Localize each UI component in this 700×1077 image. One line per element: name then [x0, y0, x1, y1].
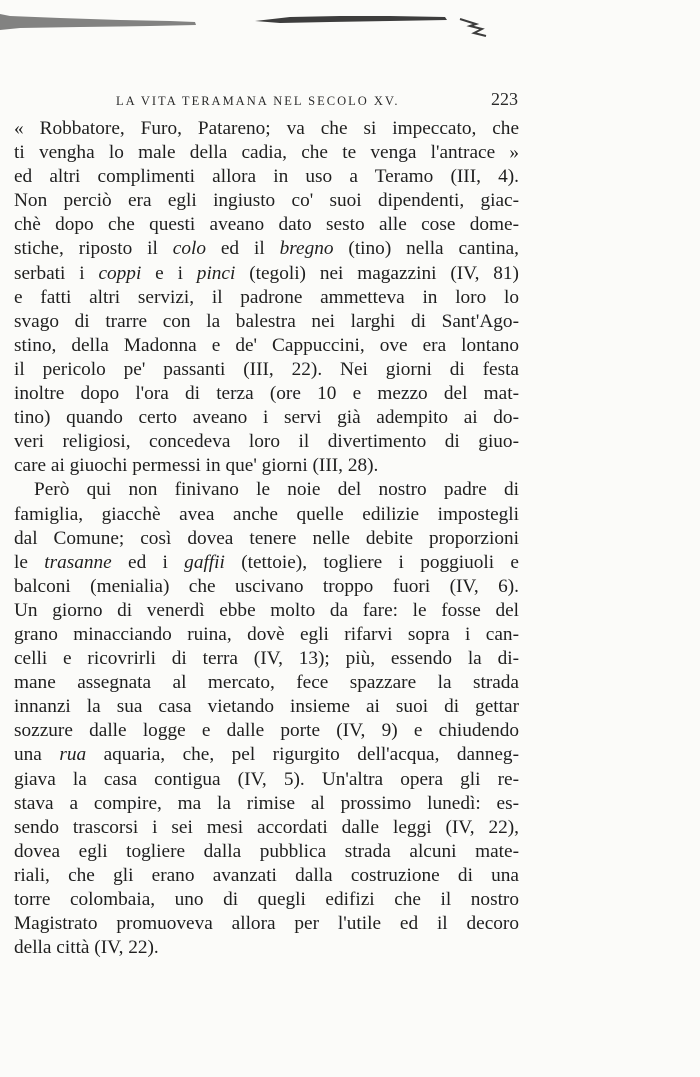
italic-term: bregno	[279, 238, 334, 260]
text-line	[14, 936, 519, 960]
text-line	[14, 503, 519, 527]
text-segment: chè dopo che questi aveano dato sesto alle cose dome-	[14, 214, 519, 236]
text-line	[14, 575, 519, 599]
text-segment: svago di trarre con la balestra nei larghi di Sant'Ago-	[14, 310, 519, 332]
text-segment: e fatti altri servizi, il padrone ammetteva in loro lo	[14, 286, 519, 308]
text-segment: sendo trascorsi i sei mesi accordati dalle leggi (IV, 22),	[14, 816, 519, 838]
text-segment: sozzure dalle logge e dalle porte (IV, 9) e chiudendo	[14, 720, 519, 742]
text-segment: torre colombaia, uno di quegli edifizi che il nostro	[14, 889, 519, 910]
text-segment: Però qui non finivano le noie del nostro padre di	[34, 479, 519, 501]
text-line	[14, 840, 519, 864]
text-line	[14, 406, 519, 430]
text-line	[14, 310, 519, 334]
page-number: 223	[491, 89, 518, 109]
text-line	[14, 888, 519, 912]
text-segment: ed il	[205, 238, 280, 260]
running-header: LA VITA TERAMANA NEL SECOLO XV.	[116, 94, 400, 108]
text-segment: serbati i	[14, 262, 99, 284]
text-line	[14, 165, 519, 189]
text-line	[14, 430, 519, 454]
text-segment: care ai giuochi permessi in que' giorni (III, 28).	[14, 455, 379, 477]
text-line	[14, 213, 519, 237]
text-segment: dovea egli togliere dalla pubblica strada alcuni mate-	[14, 840, 519, 862]
text-segment: ti vengha lo male della cadia, che te venga l'antrace »	[14, 142, 519, 164]
text-segment: giava la casa contigua (IV, 5). Un'altra opera gli re-	[14, 768, 519, 790]
text-segment: una	[14, 744, 60, 766]
text-line	[14, 141, 519, 165]
text-line	[14, 117, 519, 141]
text-line	[14, 189, 519, 213]
text-segment: « Robbatore, Furo, Patareno; va che si impeccato, che	[14, 118, 519, 139]
text-line	[14, 286, 519, 310]
text-segment: della città (IV, 22).	[14, 937, 159, 959]
text-segment: celli e ricovrirli di terra (IV, 13); più, essendo la di-	[14, 648, 519, 670]
text-line	[14, 768, 519, 792]
text-line	[14, 864, 519, 888]
text-segment: veri religiosi, concedeva loro il divertimento di giuo-	[14, 431, 519, 453]
text-segment: grano minacciando ruina, dovè egli rifarvi sopra i can-	[14, 623, 519, 645]
text-segment: le	[14, 551, 45, 573]
italic-term: gaffii	[184, 551, 225, 573]
text-line	[14, 358, 519, 382]
text-segment: stino, della Madonna e de' Cappuccini, ove era lontano	[14, 334, 519, 356]
text-line	[14, 478, 519, 502]
text-segment: riali, che gli erano avanzati dalla costruzione di una	[14, 864, 519, 886]
text-segment: innanzi la sua casa vietando insieme ai suoi di gettar	[14, 696, 519, 718]
text-segment: (tegoli) nei magazzini (IV, 81)	[235, 262, 519, 284]
text-line	[14, 623, 519, 647]
text-segment: aquaria, che, pel rigurgito dell'acqua, danneg-	[86, 744, 519, 766]
text-line	[14, 719, 519, 743]
text-line	[14, 237, 519, 261]
text-line	[14, 792, 519, 816]
text-segment: inoltre dopo l'ora di terza (ore 10 e mezzo del mat-	[14, 383, 519, 405]
text-segment: (tino) nella cantina,	[333, 238, 519, 260]
text-segment: il pericolo pe' passanti (III, 22). Nei giorni di festa	[14, 358, 519, 380]
text-line	[14, 527, 519, 551]
text-segment: ed i	[111, 551, 185, 573]
text-segment: stava a compire, ma la rimise al prossimo lunedì: es-	[14, 792, 519, 814]
text-segment: stiche, riposto il	[14, 238, 173, 260]
italic-term: trasanne	[44, 551, 112, 573]
text-line	[14, 671, 519, 695]
text-line	[14, 262, 519, 286]
text-segment: tino) quando certo aveano i servi già adempito ai do-	[14, 407, 519, 429]
text-segment: dal Comune; così dovea tenere nelle debite proporzioni	[14, 527, 519, 549]
text-line	[14, 382, 519, 406]
text-segment: Non perciò era egli ingiusto co' suoi dipendenti, giac-	[14, 190, 519, 212]
text-line	[14, 912, 519, 936]
text-segment: ed altri complimenti allora in uso a Teramo (III, 4).	[14, 166, 519, 188]
text-segment: mane assegnata al mercato, fece spazzare la strada	[14, 672, 519, 694]
text-segment: balconi (menialia) che uscivano troppo fuori (IV, 6).	[14, 575, 519, 597]
text-line	[14, 551, 519, 575]
text-line	[14, 647, 519, 671]
italic-term: rua	[59, 744, 87, 766]
text-line	[14, 454, 519, 478]
text-segment: (tettoie), togliere i poggiuoli e	[224, 551, 519, 573]
text-line	[14, 695, 519, 719]
italic-term: coppi	[98, 262, 142, 284]
text-line	[14, 599, 519, 623]
text-line	[14, 743, 519, 767]
text-segment: famiglia, giacchè avea anche quelle edilizie impostegli	[14, 503, 519, 525]
text-line	[14, 334, 519, 358]
text-line	[14, 816, 519, 840]
text-segment: Magistrato promuoveva allora per l'utile ed il decoro	[14, 913, 519, 935]
italic-term: colo	[172, 238, 206, 260]
scan-edge-marks	[0, 0, 700, 46]
italic-term: pinci	[196, 262, 236, 284]
body-text	[14, 117, 519, 960]
text-segment: Un giorno di venerdì ebbe molto da fare: le fosse del	[14, 599, 519, 621]
text-segment: e i	[141, 262, 197, 284]
